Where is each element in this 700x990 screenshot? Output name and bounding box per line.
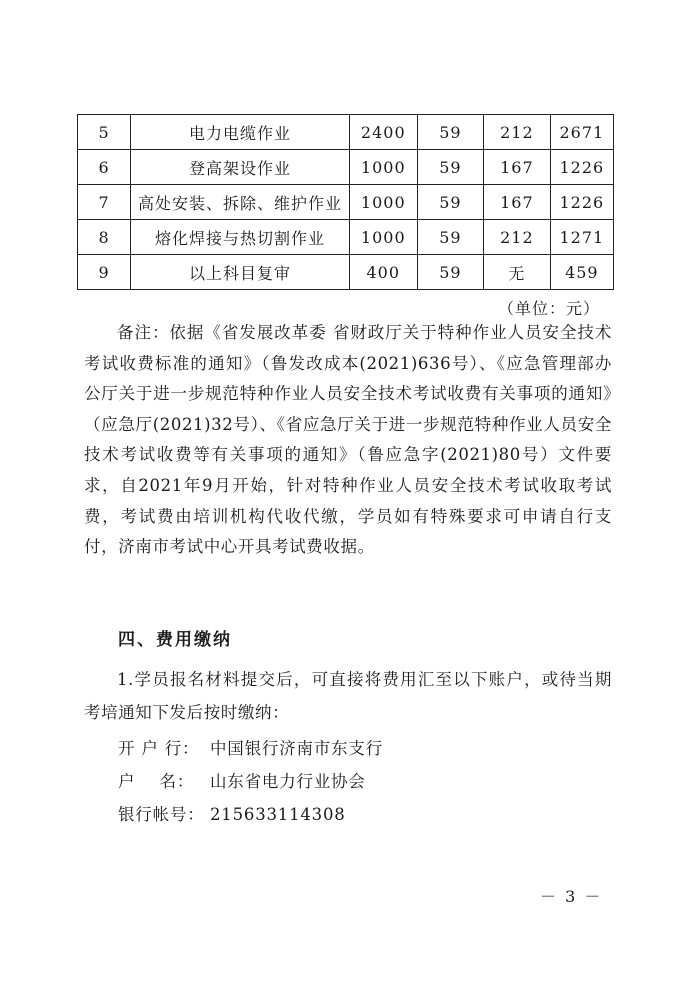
fee-value: 59 [417, 115, 483, 150]
work-type: 以上科目复审 [131, 255, 349, 290]
table-row [78, 255, 614, 290]
fee-total: 459 [550, 255, 613, 290]
fee-value: 212 [484, 220, 551, 255]
fee-value: 2400 [349, 115, 417, 150]
table-row [78, 115, 614, 150]
account-number-line [118, 801, 346, 825]
fee-value: 1000 [349, 220, 417, 255]
account-number-value: 215633114308 [210, 805, 346, 824]
fee-total: 2671 [550, 115, 613, 150]
fee-total: 1226 [550, 185, 613, 220]
payment-instructions: 1.学员报名材料提交后，可直接将费用汇至以下账户，或待当期考培通知下发后按时缴纳： [84, 670, 612, 722]
account-bank-value: 中国银行济南市东支行 [210, 739, 383, 758]
account-name-value: 山东省电力行业协会 [210, 772, 366, 791]
fee-total: 1226 [550, 150, 613, 185]
fee-value: 212 [484, 115, 551, 150]
unit-note: （单位：元） [497, 299, 600, 318]
fee-value: 59 [417, 255, 483, 290]
fee-value: 59 [417, 220, 483, 255]
remark-paragraph: 备注：依据《省发展改革委 省财政厅关于特种作业人员安全技术考试收费标准的通知》（鲁发改成本(2021)636号）、《应急管理部办公厅关于进一步规范特种作业人员安全技术考试收费有关事项的通知》（应急厅(2021)32号）、《省应急厅关于进一步规范特种作业人员安全技术考试收费等有关事项的通知》（鲁应急字(2021)80号）文件要求，自2021年9月开始，针对特种作业人员安全技术考试收取考试费，考试费由培训机构代收代缴，学员如有特殊要求可申请自行支付，济南市考试中心开具考试费收据。 [84, 323, 612, 557]
work-type: 高处安装、拆除、维护作业 [131, 185, 349, 220]
account-name-label: 户 名： [118, 772, 195, 791]
fee-value: 167 [484, 185, 551, 220]
section-heading: 四、费用缴纳 [118, 630, 232, 650]
account-number-label: 银行帐号： [118, 805, 205, 824]
row-number: 9 [78, 255, 131, 290]
work-type: 登高架设作业 [131, 150, 349, 185]
table-row [78, 185, 614, 220]
page-number: － 3 － [540, 887, 603, 906]
fee-total: 1271 [550, 220, 613, 255]
fee-table [77, 114, 614, 290]
row-number: 5 [78, 115, 131, 150]
fee-value: 无 [484, 255, 551, 290]
work-type: 熔化焊接与热切割作业 [131, 220, 349, 255]
fee-value: 59 [417, 185, 483, 220]
table-row [78, 150, 614, 185]
account-bank-label: 开 户 行： [118, 739, 200, 758]
fee-value: 400 [349, 255, 417, 290]
table-row [78, 220, 614, 255]
account-name-line [118, 768, 366, 792]
fee-value: 1000 [349, 150, 417, 185]
fee-value: 167 [484, 150, 551, 185]
row-number: 6 [78, 150, 131, 185]
row-number: 7 [78, 185, 131, 220]
fee-value: 59 [417, 150, 483, 185]
fee-value: 1000 [349, 185, 417, 220]
row-number: 8 [78, 220, 131, 255]
account-bank-line [118, 735, 383, 759]
work-type: 电力电缆作业 [131, 115, 349, 150]
